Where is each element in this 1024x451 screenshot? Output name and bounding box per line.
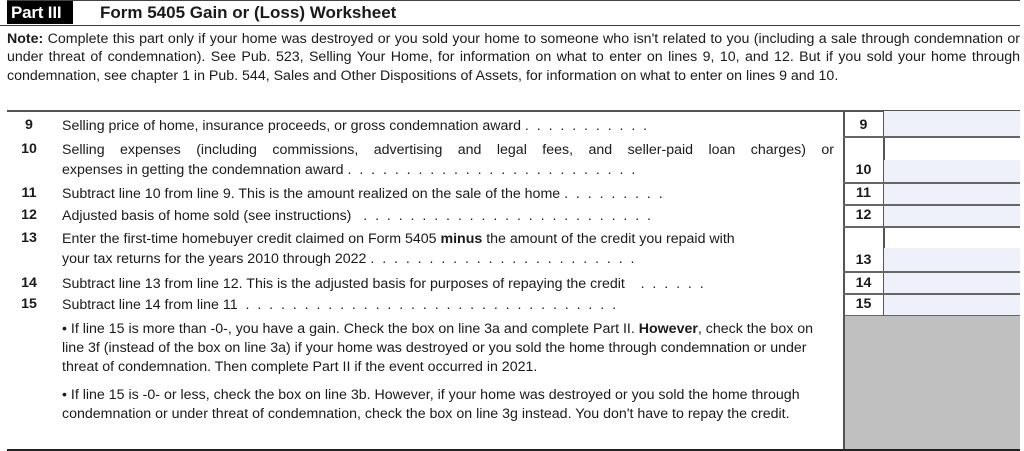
line-14-amount-field[interactable] — [884, 273, 1020, 294]
box-label: 11 — [856, 185, 871, 201]
line-number: 14 — [21, 275, 37, 291]
line-description: Selling price of home, insurance proceeds, or gross condemnation award . . . . . . . . . . . — [62, 118, 648, 134]
box-label: 12 — [855, 207, 872, 223]
line-10-amount-field[interactable] — [884, 160, 1020, 182]
section-divider — [7, 110, 1020, 112]
line-description: Subtract line 13 from line 12. This is the adjusted basis for purposes of repaying the credit . . . . . . — [62, 276, 704, 292]
line-number: 9 — [25, 117, 33, 133]
line-description: Adjusted basis of home sold (see instructions) . . . . . . . . . . . . . . . . . . . . . . . . . — [62, 208, 651, 224]
box-label: 9 — [859, 117, 868, 133]
shaded-area — [844, 316, 1020, 449]
leader-dots: . . . . . . . . . . . . . . . . . . . . . . . . . . . . . . . . — [237, 297, 617, 313]
box-label: 15 — [855, 296, 872, 312]
line-9-amount-field[interactable] — [884, 111, 1020, 136]
part-title: Form 5405 Gain or (Loss) Worksheet — [100, 3, 397, 22]
leader-dots: . . . . . . — [624, 276, 704, 292]
box-label: 13 — [855, 252, 872, 268]
line-15-amount-field[interactable] — [884, 295, 1020, 316]
leader-dots: . . . . . . . . . . . — [520, 118, 648, 134]
box-label: 10 — [855, 162, 872, 178]
shaded-area-left-border — [843, 316, 845, 450]
part-badge: Part III — [7, 1, 73, 24]
row-divider — [843, 226, 1020, 228]
line-description-cont: expenses in getting the condemnation award . . . . . . . . . . . . . . . . . . . . . . . . . — [62, 162, 636, 178]
line-number: 11 — [21, 185, 37, 201]
instruction-bullet-gain: • If line 15 is more than -0-, you have a gain. Check the box on line 3a and complete Part II. However, check the box on line 3f (instead of the box on line 3a) if your home was destroyed or you sold the home through condemnation or under threat of condemnation. Then complete Part II if the event occurred in 2021. — [62, 321, 814, 375]
note-label: Note: — [7, 31, 44, 47]
line-11-amount-field[interactable] — [884, 184, 1020, 205]
line-12-amount-field[interactable] — [884, 206, 1020, 227]
instruction-bullet-loss: • If line 15 is -0- or less, check the box on line 3b. However, if your home was destroyed or you sold the home through condemnation or under threat of condemnation, check the box on line 3g instead. You don't have to repay the credit. — [62, 387, 800, 422]
leader-dots: . . . . . . . . . . . . . . . . . . . . . . . — [366, 251, 635, 267]
line-number: 12 — [21, 207, 37, 223]
line-number: 10 — [21, 141, 37, 157]
leader-dots: . . . . . . . . . . . . . . . . . . . . . . . . . — [351, 208, 651, 224]
line-description: Enter the first-time homebuyer credit claimed on Form 5405 minus the amount of the credit you repaid with — [62, 231, 735, 247]
line-description: Subtract line 10 from line 9. This is the amount realized on the sale of the home . . . . . . . . . — [62, 186, 663, 202]
part-header — [0, 0, 1020, 26]
emphasis-minus: minus — [440, 231, 483, 247]
row-divider — [843, 136, 1020, 138]
leader-dots: . . . . . . . . . . . . . . . . . . . . . . . . . — [343, 162, 636, 178]
leader-dots: . . . . . . . . . — [560, 186, 663, 202]
box-label: 14 — [855, 275, 872, 291]
note-text: Complete this part only if your home was destroyed or you sold your home to someone who isn't related to you (including a sale through condemnation or under threat of condemnation). See Pub. 523, Selling Your Home, for information on what to enter on lines 9, 10, and 12. But if you sold your home through condemnation, see chapter 1 in Pub. 544, Sales and Other Dispositions of Assets, for information on what to enter on lines 9 and 10. — [7, 31, 1020, 84]
note-paragraph — [7, 30, 1020, 85]
line-description: Selling expenses (including commissions, advertising and legal fees, and seller-paid loan charges) or — [62, 142, 834, 158]
line-description-cont: your tax returns for the years 2010 through 2022 . . . . . . . . . . . . . . . . . . . . . . . — [62, 251, 635, 267]
line-13-amount-field[interactable] — [884, 248, 1020, 271]
line-description: Subtract line 14 from line 11 . . . . . . . . . . . . . . . . . . . . . . . . . . . . . . . . — [62, 297, 617, 313]
emphasis-however: However — [638, 321, 698, 337]
line-number: 13 — [21, 230, 37, 246]
line-number: 15 — [21, 296, 37, 312]
